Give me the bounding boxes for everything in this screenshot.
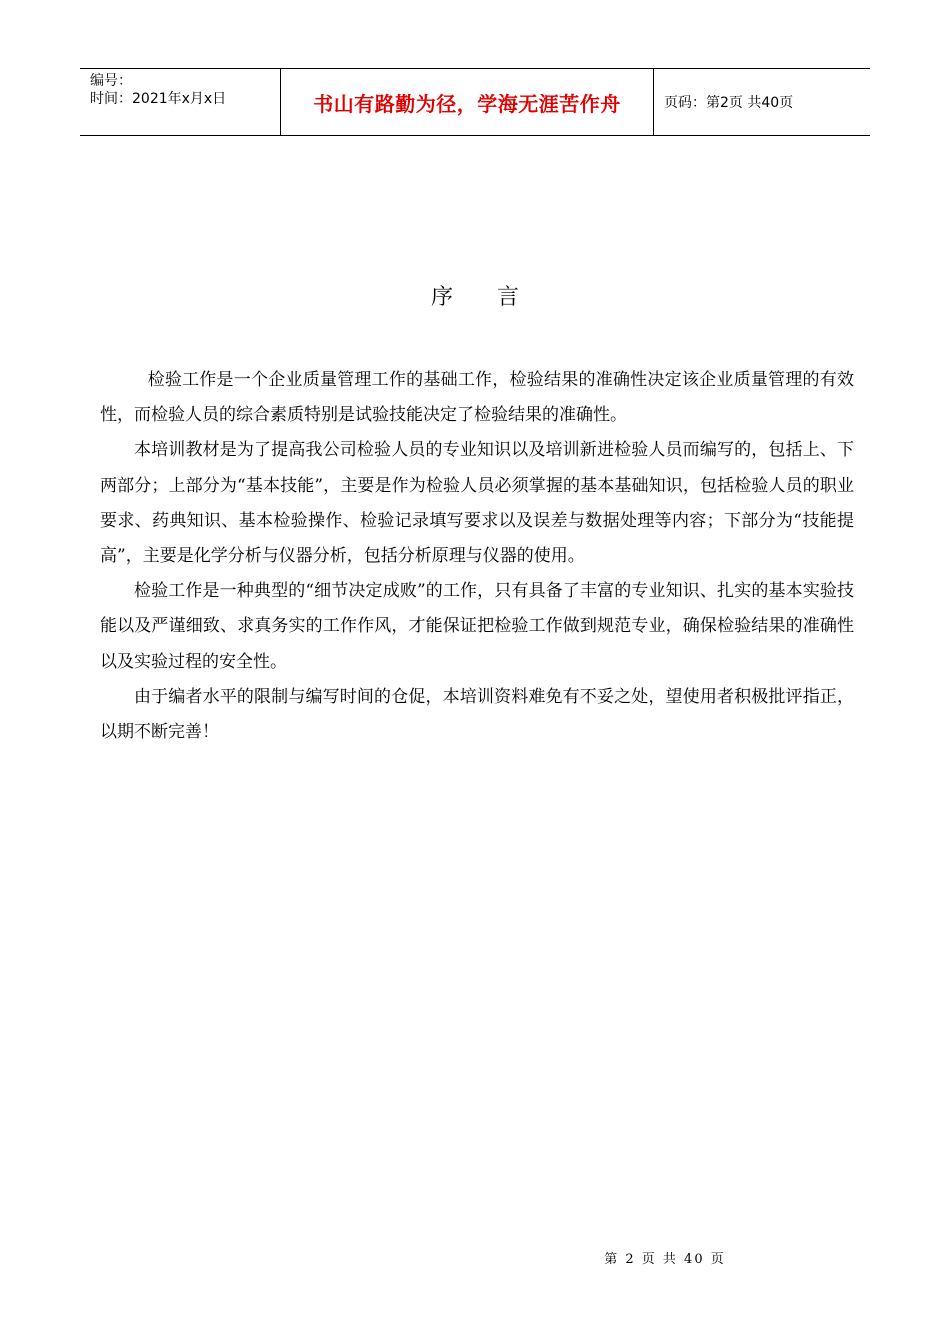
- header-page-info: 页码：第2页 共40页: [664, 95, 794, 111]
- page-footer: 第 2 页 共 40 页: [604, 1252, 726, 1267]
- paragraph: 由于编者水平的限制与编写时间的仓促，本培训资料难免有不妥之处，望使用者积极批评指正，以期不断完善！: [100, 686, 854, 743]
- header-page-cell: [654, 69, 870, 135]
- paragraph: 检验工作是一个企业质量管理工作的基础工作，检验结果的准确性决定该企业质量管理的有效性，而检验人员的综合素质特别是试验技能决定了检验结果的准确性。: [100, 370, 854, 426]
- preface-body: [100, 363, 854, 750]
- header-meta-cell: [80, 69, 281, 135]
- header-motto: 书山有路勤为径，学海无涯苦作舟: [313, 91, 621, 116]
- paragraph: 本培训教材是为了提高我公司检验人员的专业知识以及培训新进检验人员而编写的，包括上、下两部分；上部分为“基本技能”，主要是作为检验人员必须掌握的基本基础知识，包括检验人员的职业要求、药典知识、基本检验操作、检验记录填写要求以及误差与数据处理等内容；下部分为“技能提高”，主要是化学分析与仪器分析，包括分析原理与仪器的使用。: [100, 440, 854, 567]
- paragraph: 检验工作是一种典型的“细节决定成败”的工作，只有具备了丰富的专业知识、扎实的基本实验技能以及严谨细致、求真务实的工作作风，才能保证把检验工作做到规范专业，确保检验结果的准确性以及实验过程的安全性。: [100, 581, 854, 672]
- document-time-label: 时间：2021年x月x日: [90, 91, 227, 107]
- page-title: 序言: [430, 285, 563, 310]
- header-motto-cell: [281, 69, 654, 135]
- header-table: [80, 68, 870, 136]
- document-number-label: 编号：: [90, 73, 132, 89]
